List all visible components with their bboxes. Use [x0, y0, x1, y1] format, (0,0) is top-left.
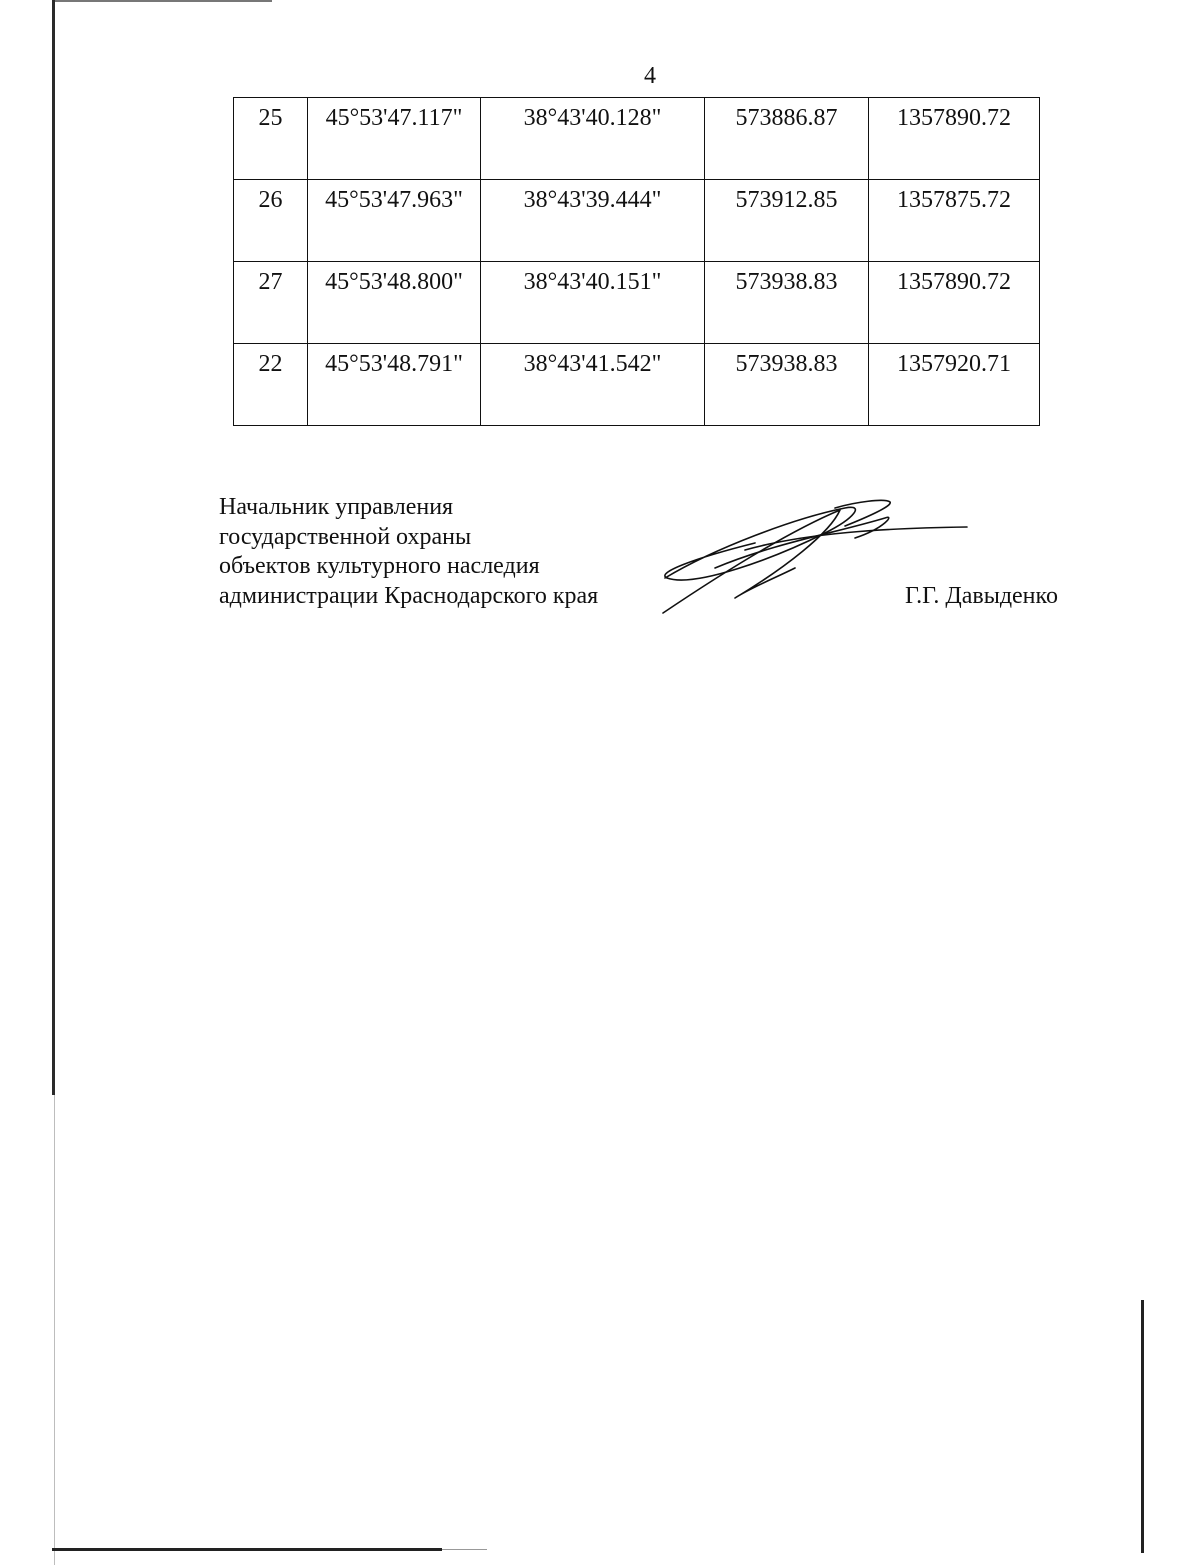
scan-edge-top [52, 0, 272, 2]
x-coordinate-cell: 573938.83 [705, 262, 869, 344]
point-number-cell: 22 [234, 344, 308, 426]
latitude-cell: 45°53'48.800" [308, 262, 481, 344]
y-coordinate-cell: 1357920.71 [869, 344, 1040, 426]
position-line: администрации Краснодарского края [219, 582, 599, 609]
point-number-cell: 26 [234, 180, 308, 262]
x-coordinate-cell: 573912.85 [705, 180, 869, 262]
x-coordinate-cell: 573938.83 [705, 344, 869, 426]
position-line: Начальник управления [219, 494, 454, 520]
longitude-cell: 38°43'40.128" [481, 98, 705, 180]
position-line: объектов культурного наследия [219, 553, 540, 579]
position-line: государственной охраны [219, 523, 472, 550]
latitude-cell: 45°53'47.117" [308, 98, 481, 180]
point-number-cell: 25 [234, 98, 308, 180]
scan-edge-left-lower [54, 1095, 55, 1565]
longitude-cell: 38°43'41.542" [481, 344, 705, 426]
y-coordinate-cell: 1357890.72 [869, 98, 1040, 180]
scan-edge-right [1141, 1300, 1144, 1553]
table-row [234, 262, 1040, 344]
x-coordinate-cell: 573886.87 [705, 98, 869, 180]
scan-edge-bottom [52, 1548, 442, 1551]
signer-name: Г.Г. Давыденко [905, 583, 1058, 609]
y-coordinate-cell: 1357890.72 [869, 262, 1040, 344]
scan-edge-left [52, 0, 55, 1095]
point-number-cell: 27 [234, 262, 308, 344]
latitude-cell: 45°53'48.791" [308, 344, 481, 426]
coordinates-table [233, 97, 1040, 426]
longitude-cell: 38°43'40.151" [481, 262, 705, 344]
longitude-cell: 38°43'39.444" [481, 180, 705, 262]
page-number: 4 [644, 63, 656, 89]
scan-edge-bottom-faint [442, 1549, 487, 1550]
latitude-cell: 45°53'47.963" [308, 180, 481, 262]
table-row [234, 98, 1040, 180]
table-row [234, 344, 1040, 426]
y-coordinate-cell: 1357875.72 [869, 180, 1040, 262]
signatory-position [219, 493, 598, 611]
table-row [234, 180, 1040, 262]
